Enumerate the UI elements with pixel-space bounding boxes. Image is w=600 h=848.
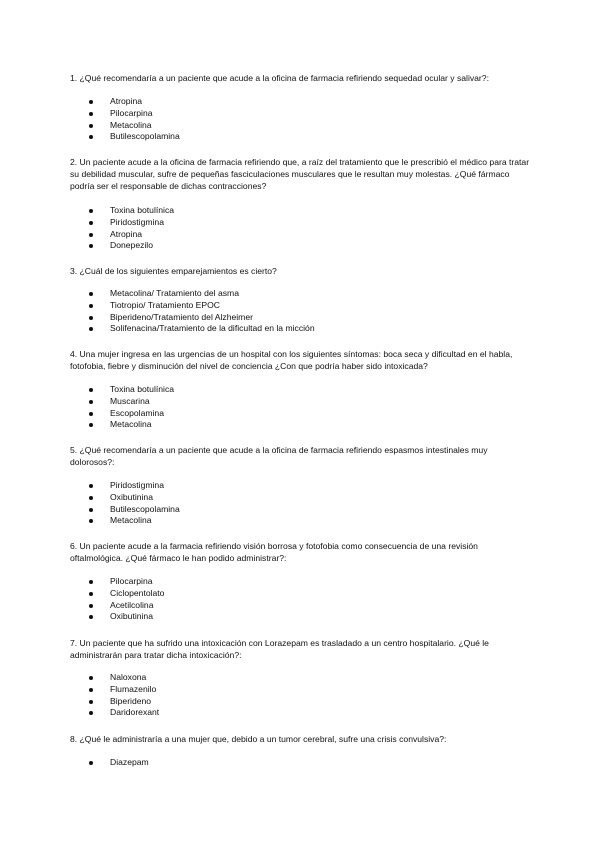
bullet-icon <box>89 327 93 331</box>
option-3a: Metacolina/ Tratamiento del asma <box>89 288 315 300</box>
option-4d: Metacolina <box>89 419 174 431</box>
option-7b: Flumazenilo <box>89 684 159 696</box>
option-6b: Ciclopentolato <box>89 588 164 600</box>
option-7d: Daridorexant <box>89 707 159 719</box>
question-2-options <box>89 205 174 252</box>
question-8: 8. ¿Qué le administraría a una mujer que, debido a un tumor cerebral, sufre una crisis convulsiva?: <box>70 734 447 744</box>
bullet-icon <box>89 423 93 427</box>
option-2a: Toxina botulínica <box>89 205 174 217</box>
option-4c: Escopolamina <box>89 408 174 420</box>
bullet-icon <box>89 484 93 488</box>
question-6-options <box>89 576 164 623</box>
option-7c: Biperideno <box>89 696 159 708</box>
option-1d: Butilescopolamina <box>89 131 180 143</box>
bullet-icon <box>89 761 93 765</box>
option-5a: Piridostigmina <box>89 480 180 492</box>
bullet-icon <box>89 580 93 584</box>
bullet-icon <box>89 496 93 500</box>
bullet-icon <box>89 135 93 139</box>
option-6c: Acetilcolina <box>89 600 164 612</box>
option-5d: Metacolina <box>89 515 180 527</box>
question-7: 7. Un paciente que ha sufrido una intoxicación con Lorazepam es trasladado a un centro hospitalario. ¿Qué le administrarán para tratar dicha intoxicación?: <box>70 638 489 660</box>
question-2: 2. Un paciente acude a la oficina de farmacia refiriendo que, a raíz del tratamiento que le prescribió el médico para tratar su debilidad muscular, sufre de pequeñas fasciculaciones musculares que le resultan muy molestas. ¿Qué fármaco podría ser el responsable de dichas contracciones? <box>70 157 530 191</box>
bullet-icon <box>89 412 93 416</box>
bullet-icon <box>89 592 93 596</box>
question-3: 3. ¿Cuál de los siguientes emparejamientos es cierto? <box>70 266 277 276</box>
question-1: 1. ¿Qué recomendaría a un paciente que acude a la oficina de farmacia refiriendo sequedad ocular y salivar?: <box>70 73 489 83</box>
bullet-icon <box>89 615 93 619</box>
option-6a: Pilocarpina <box>89 576 164 588</box>
bullet-icon <box>89 100 93 104</box>
question-6: 6. Un paciente acude a la farmacia refiriendo visión borrosa y fotofobia como consecuencia de una revisión oftalmológica. ¿Qué fármaco le han podido administrar?: <box>70 541 478 563</box>
bullet-icon <box>89 304 93 308</box>
bullet-icon <box>89 519 93 523</box>
question-5: 5. ¿Qué recomendaría a un paciente que acude a la oficina de farmacia refiriendo espasmos intestinales muy dolorosos?: <box>70 445 488 467</box>
option-7a: Naloxona <box>89 672 159 684</box>
question-3-options <box>89 288 315 335</box>
bullet-icon <box>89 221 93 225</box>
option-5b: Oxibutinina <box>89 492 180 504</box>
bullet-icon <box>89 292 93 296</box>
option-2b: Piridostigmina <box>89 217 174 229</box>
question-4-options <box>89 384 174 431</box>
question-5-options <box>89 480 180 527</box>
bullet-icon <box>89 209 93 213</box>
bullet-icon <box>89 700 93 704</box>
bullet-icon <box>89 676 93 680</box>
option-4b: Muscarina <box>89 396 174 408</box>
bullet-icon <box>89 233 93 237</box>
question-7-options <box>89 672 159 719</box>
bullet-icon <box>89 112 93 116</box>
bullet-icon <box>89 388 93 392</box>
bullet-icon <box>89 244 93 248</box>
option-8a: Diazepam <box>89 757 149 769</box>
option-2d: Donepezilo <box>89 240 174 252</box>
option-3b: Tiotropio/ Tratamiento EPOC <box>89 300 315 312</box>
bullet-icon <box>89 124 93 128</box>
bullet-icon <box>89 400 93 404</box>
option-6d: Oxibutinina <box>89 611 164 623</box>
option-3c: Biperideno/Tratamiento del Alzheimer <box>89 312 315 324</box>
option-3d: Solifenacina/Tratamiento de la dificultad en la micción <box>89 323 315 335</box>
question-4: 4. Una mujer ingresa en las urgencias de un hospital con los siguientes síntomas: boca seca y dificultad en el habla, fotofobia, fiebre y disminución del nivel de conciencia ¿Con que podría haber sido intoxicada? <box>70 349 513 371</box>
option-1a: Atropina <box>89 96 180 108</box>
option-4a: Toxina botulínica <box>89 384 174 396</box>
bullet-icon <box>89 316 93 320</box>
option-2c: Atropina <box>89 229 174 241</box>
option-1b: Pilocarpina <box>89 108 180 120</box>
bullet-icon <box>89 688 93 692</box>
option-1c: Metacolina <box>89 120 180 132</box>
question-8-options <box>89 757 149 769</box>
bullet-icon <box>89 711 93 715</box>
option-5c: Butilescopolamina <box>89 504 180 516</box>
bullet-icon <box>89 604 93 608</box>
bullet-icon <box>89 508 93 512</box>
question-1-options <box>89 96 180 143</box>
